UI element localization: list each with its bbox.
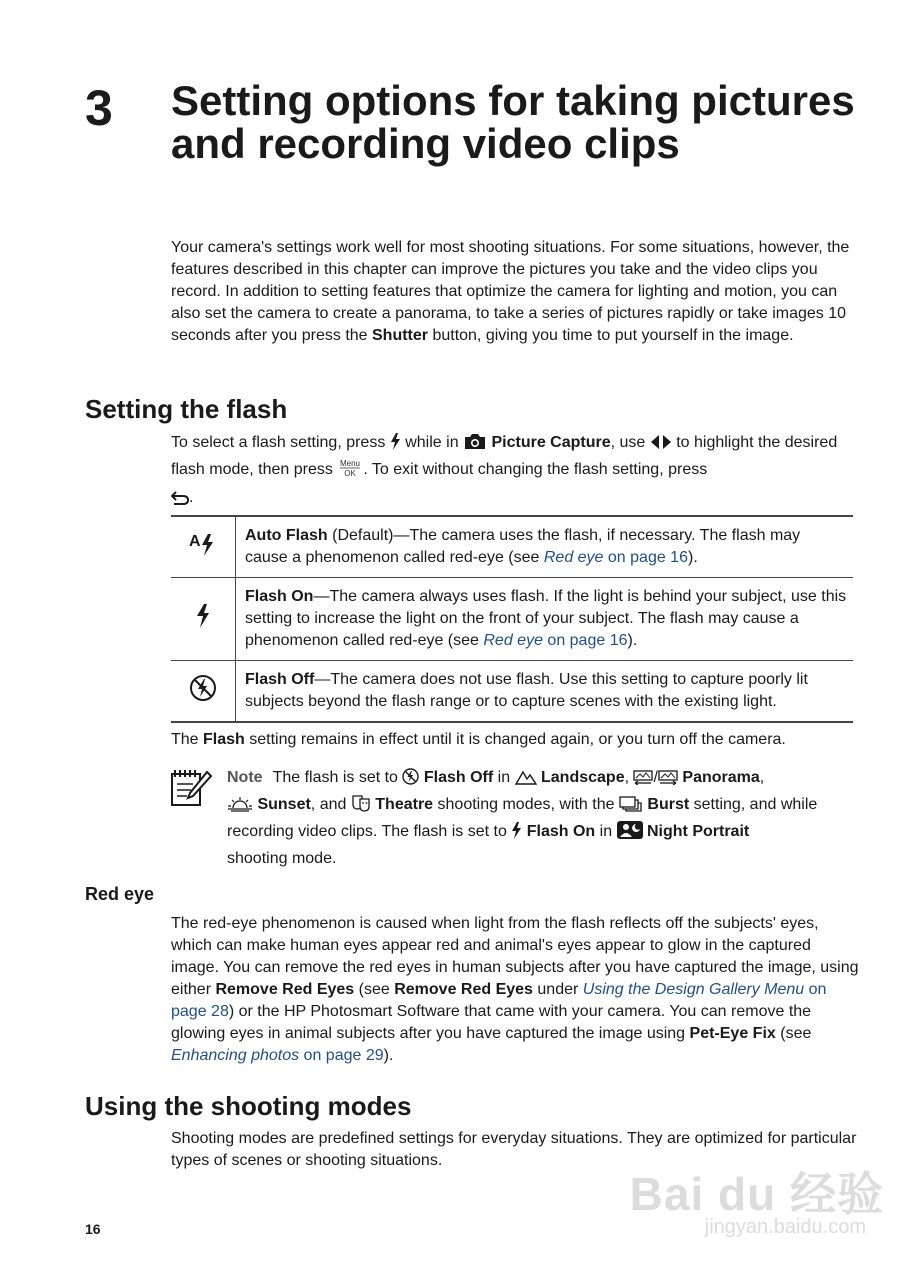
- flash-on-icon: [171, 578, 236, 661]
- panorama-left-icon: [633, 769, 653, 793]
- watermark-url: jingyan.baidu.com: [704, 1216, 866, 1238]
- table-row: [171, 516, 853, 578]
- flash-off-icon: [402, 768, 419, 793]
- flash-instructions: To select a flash setting, press while in Picture Capture, use to highlight the desired flash mode, then press Menu OK . To exit without changing the flash setting, press .: [171, 431, 861, 513]
- shooting-modes-text: Shooting modes are predefined settings for everyday situations. They are optimized for particular types of scenes or shooting situations.: [171, 1130, 857, 1169]
- section-heading-shooting-modes: Using the shooting modes: [85, 1091, 412, 1121]
- camera-icon: [463, 433, 487, 458]
- subsection-heading-red-eye: Red eye: [85, 884, 155, 904]
- red-eye-link[interactable]: Red eye on page 16: [483, 632, 628, 649]
- panorama-right-icon: [658, 769, 678, 793]
- chapter-title: Setting options for taking pictures and recording video clips: [171, 77, 855, 167]
- note-text: Note The flash is set to Flash Off in Landscape, / Panorama, Sunset, and Theatre shooting modes, with the Burst setting, and while recording video clips. The flash is set to Flash On in Night Portrait shooting mode.: [227, 769, 818, 867]
- auto-flash-icon: [171, 516, 236, 578]
- flash-icon: [390, 433, 401, 458]
- flash-modes-table: [171, 515, 853, 723]
- back-arrow-icon: [171, 489, 189, 513]
- menu-ok-icon: [337, 458, 363, 486]
- flash-off-description: Flash Off—The camera does not use flash. Use this setting to capture poorly lit subjects beyond the flash range or to capture scenes with the existing light.: [236, 661, 854, 723]
- red-eye-text: The red-eye phenomenon is caused when light from the flash reflects off the subjects' eyes, which can make human eyes appear red and animal's eyes appear to glow in the captured image. You can remove the red eyes in human subjects after you have captured the image, using either Remove Red Eyes (see Remove Red Eyes under Using the Design Gallery Menu on page 28) or the HP Photosmart Software that came with your camera. You can remove the glowing eyes in animal subjects after you have captured the image using Pet-Eye Fix (see Enhancing photos on page 29).: [171, 915, 859, 1064]
- note-icon: [169, 768, 213, 813]
- auto-flash-letter: A: [189, 532, 201, 550]
- menu-ok-top-label: Menu: [340, 459, 361, 468]
- page-number: 16: [85, 1221, 101, 1237]
- table-row: [171, 661, 853, 723]
- table-row: [171, 578, 853, 661]
- design-gallery-link[interactable]: Using the Design Gallery Menu on page 28: [171, 981, 827, 1020]
- flash-persistence-text: The Flash setting remains in effect until it is changed again, or you turn off the camera.: [171, 731, 786, 748]
- flash-on-description: Flash On—The camera always uses flash. If the light is behind your subject, use this setting to increase the light on the front of your subject. The flash may cause a phenomenon called red-eye (see Red eye on page 16).: [236, 578, 854, 661]
- chapter-number: 3: [85, 80, 113, 136]
- chapter-intro: Your camera's settings work well for most shooting situations. For some situations, however, the features described in this chapter can improve the pictures you take and the video clips you record. In addition to setting features that optimize the camera for lighting and motion, you can also set the camera to create a panorama, to take a series of pictures rapidly or take images 10 seconds after you press the Shutter button, giving you time to put yourself in the image.: [171, 239, 850, 344]
- watermark-logo: Bai du 经验: [629, 1168, 884, 1220]
- left-right-arrows-icon: [650, 434, 672, 458]
- flash-off-icon: [171, 661, 236, 723]
- red-eye-link[interactable]: Red eye on page 16: [543, 549, 688, 566]
- sunset-icon: [227, 796, 253, 820]
- menu-ok-bottom-label: OK: [344, 469, 357, 478]
- section-heading-flash: Setting the flash: [85, 394, 288, 424]
- theatre-icon: [351, 795, 371, 820]
- enhancing-photos-link[interactable]: Enhancing photos on page 29: [171, 1047, 384, 1064]
- auto-flash-description: Auto Flash (Default)—The camera uses the flash, if necessary. The flash may cause a phenomenon called red-eye (see Red eye on page 16).: [236, 516, 854, 578]
- landscape-icon: [515, 769, 537, 793]
- night-portrait-icon: [617, 821, 643, 847]
- burst-icon: [619, 796, 643, 820]
- note-label: Note: [227, 769, 263, 786]
- flash-icon: [511, 822, 522, 847]
